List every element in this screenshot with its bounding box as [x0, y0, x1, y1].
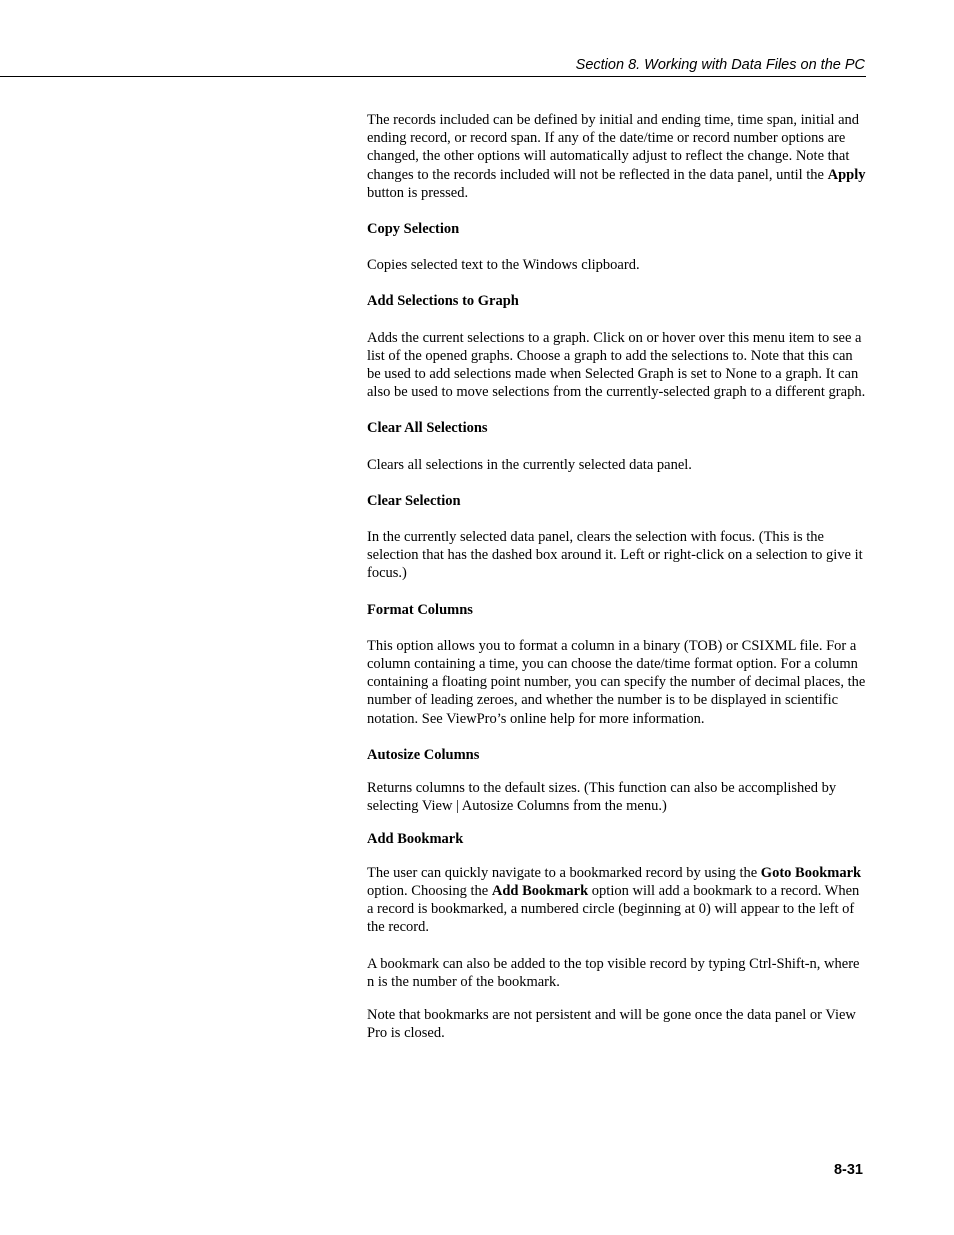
add-bookmark-term: Add Bookmark — [491, 882, 589, 899]
add-bookmark-paragraph-2: A bookmark can also be added to the top visible record by typing Ctrl-Shift-n, where n is the number of the bookmark. — [367, 955, 860, 990]
copy-selection-heading: Copy Selection — [367, 221, 460, 238]
format-columns-heading: Format Columns — [367, 601, 473, 618]
autosize-columns-body: Returns columns to the default sizes. (This function can also be accomplished by selecting View | Autosize Columns from the menu.) — [367, 780, 837, 815]
add-bookmark-text-c: option. Choosing the — [367, 882, 492, 899]
add-bookmark-text-a: The user can quickly navigate to a bookmarked record by using the — [367, 864, 761, 881]
clear-all-selections-body: Clears all selections in the currently selected data panel. — [367, 456, 692, 473]
intro-paragraph — [367, 111, 867, 202]
running-header: Section 8. Working with Data Files on the PC — [575, 57, 865, 73]
apply-term: Apply — [827, 166, 866, 183]
clear-selection-heading: Clear Selection — [367, 492, 461, 509]
add-bookmark-paragraph-1 — [367, 864, 867, 937]
copy-selection-body: Copies selected text to the Windows clipboard. — [367, 257, 640, 274]
page-content — [367, 111, 867, 1060]
add-bookmark-heading: Add Bookmark — [367, 831, 464, 848]
header-rule — [0, 76, 866, 77]
goto-bookmark-term: Goto Bookmark — [760, 864, 862, 881]
add-selections-to-graph-body: Adds the current selections to a graph. Click on or hover over this menu item to see a list of the opened graphs. Choose a graph to add the selections to. Note that this can be used to add selections made when Selected Graph is set to None to a graph. It can also be used to move selections from the currently-selected graph to a different graph. — [367, 329, 866, 401]
add-bookmark-paragraph-3: Note that bookmarks are not persistent and will be gone once the data panel or View Pro is closed. — [367, 1006, 856, 1042]
clear-selection-body: In the currently selected data panel, clears the selection with focus. (This is the selection that has the dashed box around it. Left or right-click on a selection to give it focus.) — [367, 529, 863, 582]
autosize-columns-heading: Autosize Columns — [367, 746, 480, 763]
clear-all-selections-heading: Clear All Selections — [367, 420, 488, 437]
add-selections-to-graph-heading: Add Selections to Graph — [367, 293, 519, 310]
add-bookmark-text-d: option will add a bookmark to a record. When a record is bookmarked, a numbered circle (beginning at 0) will appear to the left of the record. — [367, 882, 860, 936]
format-columns-body: This option allows you to format a column in a binary (TOB) or CSIXML file. For a column containing a time, you can choose the date/time format option. For a column containing a floating point number, you can specify the number of decimal places, the number of leading zeroes, and whether the number is to be displayed in scientific notation. See ViewPro’s online help for more information. — [367, 637, 866, 727]
intro-text: The records included can be defined by initial and ending time, time span, initial and ending record, or record span. If any of the date/time or record number options are changed, the other options will automatically adjust to reflect the change. Note that changes to the records included will not be reflected in the data panel, until the — [367, 112, 860, 183]
page-number: 8-31 — [833, 1162, 863, 1178]
intro-text-end: button is pressed. — [367, 184, 469, 201]
